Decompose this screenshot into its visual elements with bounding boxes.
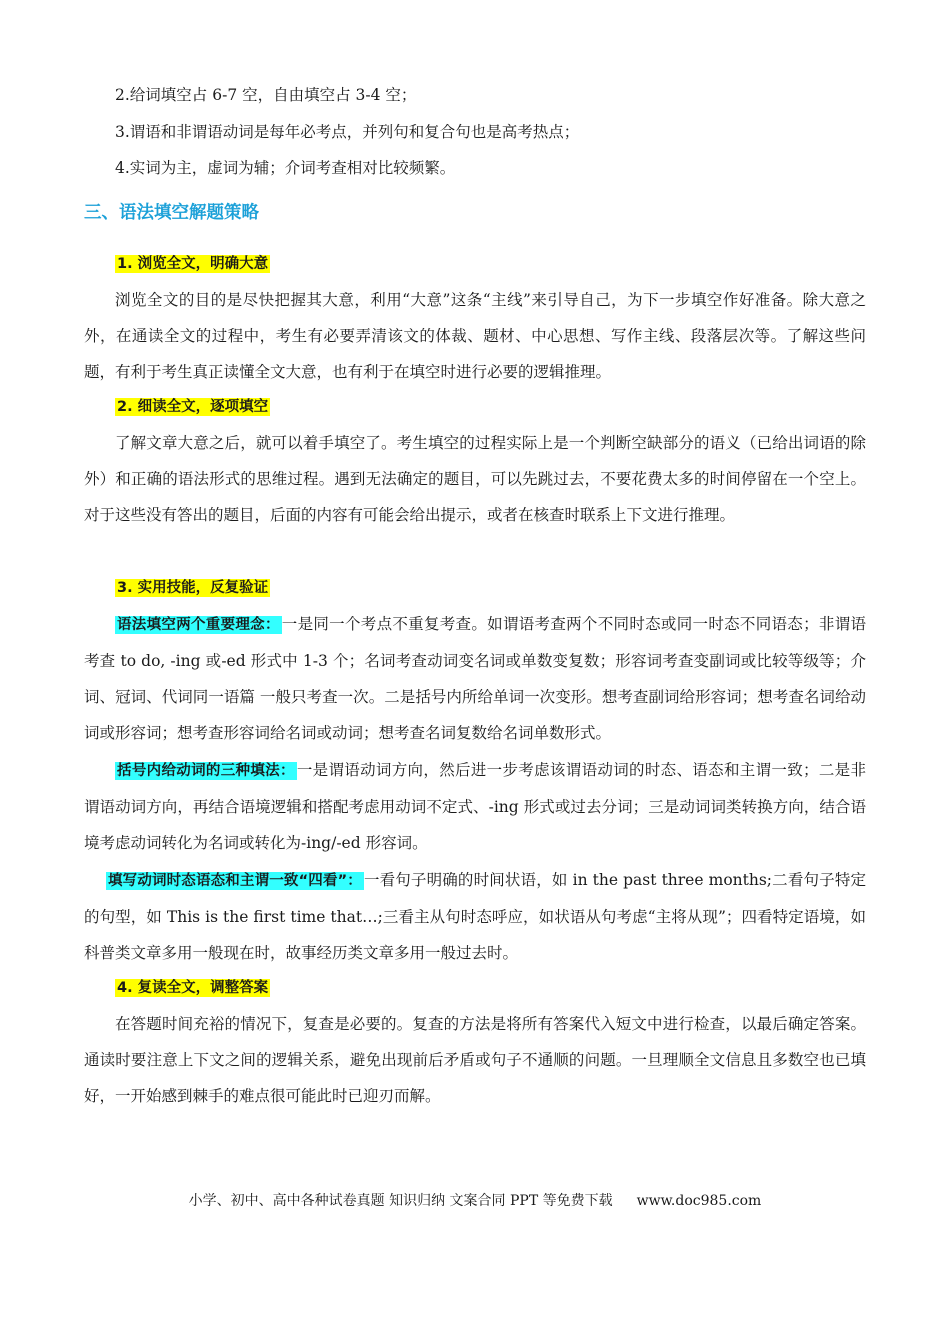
note-text: 一是谓语动词方向，然后进一步考虑该谓语动词的时态、语态和主谓一致；二是非谓语动词方向，再结合语境逻辑和搭配考虑用动词不定式、-ing 形式或过去分词；三是动词词类转换方向，结合语境考虑动词转化为名词或转化为-ing/-ed 形容词。 xyxy=(84,761,866,852)
note-text: 一是同一个考点不重复考查。如谓语考查两个不同时态或同一时态不同语态；非谓语考查 to do, -ing 或-ed 形式中 1-3 个；名词考查动词变名词或单数变复数；形容词考查变副词或比较等级等；介词、冠词、代词同一语篇 一般只考查一次。二是括号内所给单词一次变形。想考查副词给形容词；想考查名词给动词或形容词；想考查形容词给名词或动词；想考查名词复数给名词单数形式。 xyxy=(84,615,866,742)
note-paragraph xyxy=(84,862,866,971)
step-title: 4. 复读全文，调整答案 xyxy=(117,980,269,996)
step-title: 2. 细读全文，逐项填空 xyxy=(117,399,269,415)
step-heading xyxy=(115,396,270,418)
step-heading xyxy=(115,253,270,275)
note-paragraph xyxy=(84,752,866,861)
note-label: 括号内给动词的三种填法： xyxy=(117,763,295,779)
page-footer xyxy=(0,1190,950,1212)
note-paragraph xyxy=(84,606,866,751)
footer-site-link[interactable]: www.doc985.com xyxy=(636,1193,762,1209)
note-text: 一看句子明确的时间状语，如 in the past three months;二看句子特定的句型，如 This is the first time that…;三看主从句时态呼应，如状语从句考虑“主将从现”；四看特定语境，如科普类文章多用一般现在时，故事经历类文章多用一般过去时。 xyxy=(84,871,866,962)
footer-text: 小学、初中、高中各种试卷真题 知识归纳 文案合同 PPT 等免费下载 xyxy=(188,1193,613,1209)
step-paragraph: 浏览全文的目的是尽快把握其大意，利用“大意”这条“主线”来引导自己，为下一步填空作好准备。除大意之外，在通读全文的过程中，考生有必要弄清该文的体裁、题材、中心思想、写作主线、段落层次等。了解这些问题，有利于考生真正读懂全文大意，也有利于在填空时进行必要的逻辑推理。 xyxy=(84,291,866,381)
step-paragraph: 在答题时间充裕的情况下，复查是必要的。复查的方法是将所有答案代入短文中进行检查，以最后确定答案。通读时要注意上下文之间的逻辑关系，避免出现前后矛盾或句子不通顺的问题。一旦理顺全文信息且多数空也已填好，一开始感到棘手的难点很可能此时已迎刃而解。 xyxy=(84,1015,866,1105)
note-label: 填写动词时态语态和主谓一致“四看”： xyxy=(108,873,362,889)
step-paragraph: 了解文章大意之后，就可以着手填空了。考生填空的过程实际上是一个判断空缺部分的语义（已给出词语的除外）和正确的语法形式的思维过程。遇到无法确定的题目，可以先跳过去，不要花费太多的时间停留在一个空上。对于这些没有答出的题目，后面的内容有可能会给出提示，或者在核查时联系上下文进行推理。 xyxy=(84,434,866,524)
step-heading xyxy=(115,577,270,599)
section-title: 三、语法填空解题策略 xyxy=(84,203,259,223)
list-item: 4.实词为主，虚词为辅；介词考查相对比较频繁。 xyxy=(115,159,456,177)
list-item: 2.给词填空占 6-7 空，自由填空占 3-4 空； xyxy=(115,86,417,104)
step-heading xyxy=(115,977,270,999)
list-item: 3.谓语和非谓语动词是每年必考点，并列句和复合句也是高考热点； xyxy=(115,123,580,141)
step-title: 3. 实用技能，反复验证 xyxy=(117,580,269,596)
step-title: 1. 浏览全文，明确大意 xyxy=(117,256,269,272)
note-label: 语法填空两个重要理念： xyxy=(117,617,280,633)
